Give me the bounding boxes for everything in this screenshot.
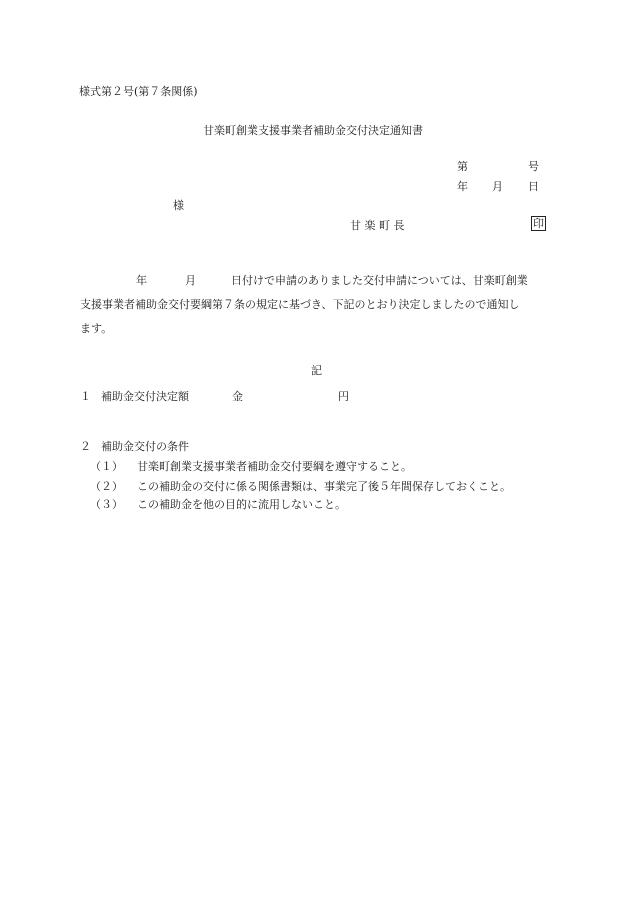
body-year: 年 (136, 274, 147, 287)
notice-line-2: 支援事業者補助金交付要綱第７条の規定に基づき、下記のとおり決定しましたので通知し (80, 298, 520, 311)
item-1-kin: 金 (232, 390, 243, 403)
date-year: 年 (457, 180, 468, 193)
document-title: 甘楽町創業支援事業者補助金交付決定通知書 (203, 124, 423, 137)
notice-body (80, 269, 558, 341)
ki-heading: 記 (311, 364, 322, 377)
condition-1-text: 甘楽町創業支援事業者補助金交付要綱を遵守すること。 (137, 460, 412, 473)
condition-2-text: この補助金の交付に係る関係書類は、事業完了後５年間保存しておくこと。 (137, 480, 511, 493)
issuer-name: 甘 楽 町 長 (350, 219, 405, 232)
body-month: 月 (185, 274, 196, 287)
condition-2-number: （２） (90, 480, 123, 493)
item-1-en: 円 (338, 390, 349, 403)
notice-line-3: ます。 (80, 322, 113, 335)
item-2-number: ２ (80, 440, 91, 453)
seal-label: 印 (533, 217, 544, 230)
notice-line-1 (80, 269, 558, 293)
condition-1-number: （１） (90, 460, 123, 473)
condition-3-number: （３） (90, 498, 123, 511)
condition-3-text: この補助金を他の目的に流用しないこと。 (137, 498, 346, 511)
item-2-label: 補助金交付の条件 (101, 440, 189, 453)
number-suffix: 号 (528, 160, 539, 173)
form-label: 様式第２号(第７条関係) (79, 85, 198, 98)
item-1-label: 補助金交付決定額 (101, 390, 189, 403)
item-1-number: １ (80, 390, 91, 403)
date-day: 日 (528, 180, 539, 193)
seal-stamp (531, 216, 546, 231)
addressee-honorific: 様 (173, 199, 184, 212)
number-prefix: 第 (457, 160, 468, 173)
date-month: 月 (492, 180, 503, 193)
body-line-1-text: 日付けで申請のありました交付申請については、甘楽町創業 (231, 274, 528, 287)
